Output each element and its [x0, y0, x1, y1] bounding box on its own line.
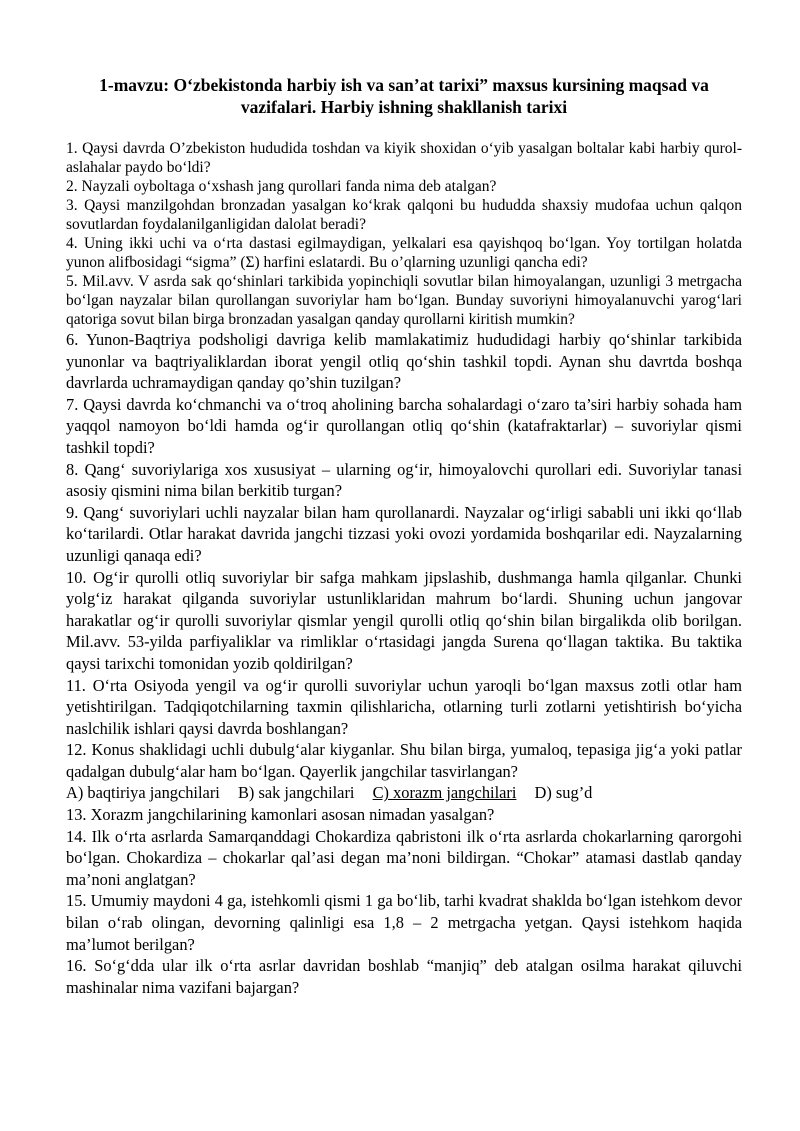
- question-11: 11. O‘rta Osiyoda yengil va og‘ir qurolli suvoriylar uchun yaroqli bo‘lgan maxsus zotli otlar ham yetishtirilgan. Tadqiqotchilarning taxmin qilishlaricha, otlarning turli zotlarni yetishtirish bo‘yicha naslchilik ishlari qaysi davrda boshlangan?: [66, 675, 742, 738]
- question-8: 8. Qang‘ suvoriylariga xos xususiyat – ularning og‘ir, himoyalovchi qurollari edi. Suvoriylar tanasi asosiy qismini nima bilan berkitib turgan?: [66, 459, 742, 501]
- question-5: 5. Mil.avv. V asrda sak qo‘shinlari tarkibida yopinchiqli sovutlar bilan himoyalangan, uzunligi 3 metrgacha bo‘lgan nayzalar bilan qurollangan suvoriylar ham bo‘lgan. Bunday suvoriyni himoyalanuvchi yarog‘lari qatoriga sovut bilan birga bronzadan yasalgan qanday qurollarni kiritish mumkin?: [66, 273, 742, 328]
- question-10: 10. Og‘ir qurolli otliq suvoriylar bir safga mahkam jipslashib, dushmanga hamla qilganlar. Chunki yolg‘iz harakat qilganda suvoriylar ustunliklaridan mahrum bo‘lardi. Shuning uchun jangovar harakatlar og‘ir qurolli suvoriylar qismlar yengil qurolli otliq qo‘shin bilan birgalikda olib borilgan. Mil.avv. 53-yilda parfiyaliklar va rimliklar o‘rtasidagi jangda Surena qo‘llagan taktika. Bu taktika qaysi tarixchi tomonidan yozib qoldirilgan?: [66, 567, 742, 673]
- question-6: 6. Yunon-Baqtriya podsholigi davriga kelib mamlakatimiz hududidagi harbiy qo‘shinlar tarkibida yunonlar va baqtriyaliklardan iborat yengil otliq qo‘shin tashkil topdi. Aynan shu davrtda boshqa davrlarda uchramaydigan qanday qo’shin tuzilgan?: [66, 330, 742, 393]
- question-4: 4. Uning ikki uchi va o‘rta dastasi egilmaydigan, yelkalari esa qayishqoq bo‘lgan. Yoy tortilgan holatda yunon alifbosidagi “sigma” (Σ) harfini eslatardi. Bu o’qlarning uzunligi qancha edi?: [66, 235, 742, 271]
- question-3: 3. Qaysi manzilgohdan bronzadan yasalgan ko‘krak qalqoni bu hududda shaxsiy mudofaa uchun qalqon sovutlardan foydalanilganligidan dalolat beradi?: [66, 197, 742, 233]
- question-12: 12. Konus shaklidagi uchli dubulg‘alar kiyganlar. Shu bilan birga, yumaloq, tepasiga jig‘a yoki patlar qadalgan dubulg‘alar ham bo‘lgan. Qayerlik jangchilar tasvirlangan?: [66, 740, 742, 781]
- question-15: 15. Umumiy maydoni 4 ga, istehkomli qismi 1 ga bo‘lib, tarhi kvadrat shaklda bo‘lgan istehkom devor bilan o‘rab olingan, devorning qalinligi esa 1,8 – 2 metrgacha yetgan. Qaysi istehkom haqida ma’lumot berilgan?: [66, 891, 742, 954]
- question-16: 16. So‘g‘dda ular ilk o‘rta asrlar davridan boshlab “manjiq” deb atalgan osilma harakat qiluvchi mashinalar nima vazifani bajargan?: [66, 956, 742, 997]
- document-title: [66, 74, 742, 118]
- title-line-1: 1-mavzu: O‘zbekistonda harbiy ish va san’at tarixi” maxsus kursining maqsad va: [99, 75, 709, 95]
- question-1: 1. Qaysi davrda O’zbekiston hududida toshdan va kiyik shoxidan o‘yib yasalgan boltalar kabi harbiy qurol-aslahalar paydo bo‘ldi?: [66, 140, 742, 176]
- question-7: 7. Qaysi davrda ko‘chmanchi va o‘troq aholining barcha sohalardagi o‘zaro ta’siri harbiy sohada ham yaqqol namoyon bo‘ldi hamda og‘ir qurollangan otliq qo‘shin (katafraktarlar) – suvoriylar qismi tashkil topdi?: [66, 394, 742, 457]
- answer-b: B) sak jangchilari: [237, 783, 355, 803]
- answer-c-correct: C) xorazm jangchilari: [372, 783, 517, 803]
- question-12-answers: [66, 782, 742, 804]
- title-line-2: vazifalari. Harbiy ishning shakllanish tarixi: [240, 97, 568, 117]
- question-14: 14. Ilk o‘rta asrlarda Samarqanddagi Chokardiza qabristoni ilk o‘rta asrlarda chokarlarning qarorgohi bo‘lgan. Chokardiza – chokarlar qal’asi degan ma’noni bildirgan. “Chokar” atamasi dastlab qanday ma’noni anglatgan?: [66, 826, 742, 889]
- document-page: [66, 74, 742, 998]
- answer-d: D) sug’d: [534, 783, 593, 803]
- question-9: 9. Qang‘ suvoriylari uchli nayzalar bilan ham qurollanardi. Nayzalar og‘irligi sababli uni ikki qo‘llab ko‘tarilardi. Otlar harakat davrida jangchi tizzasi yoki ovozi yordamida boshqarilar edi. Nayzalarning uzunligi qanaqa edi?: [66, 502, 742, 565]
- answer-a: A) baqtiriya jangchilari: [66, 783, 220, 803]
- question-2: 2. Nayzali oyboltaga o‘xshash jang qurollari fanda nima deb atalgan?: [66, 178, 497, 195]
- question-13: 13. Xorazm jangchilarining kamonlari asosan nimadan yasalgan?: [66, 805, 495, 825]
